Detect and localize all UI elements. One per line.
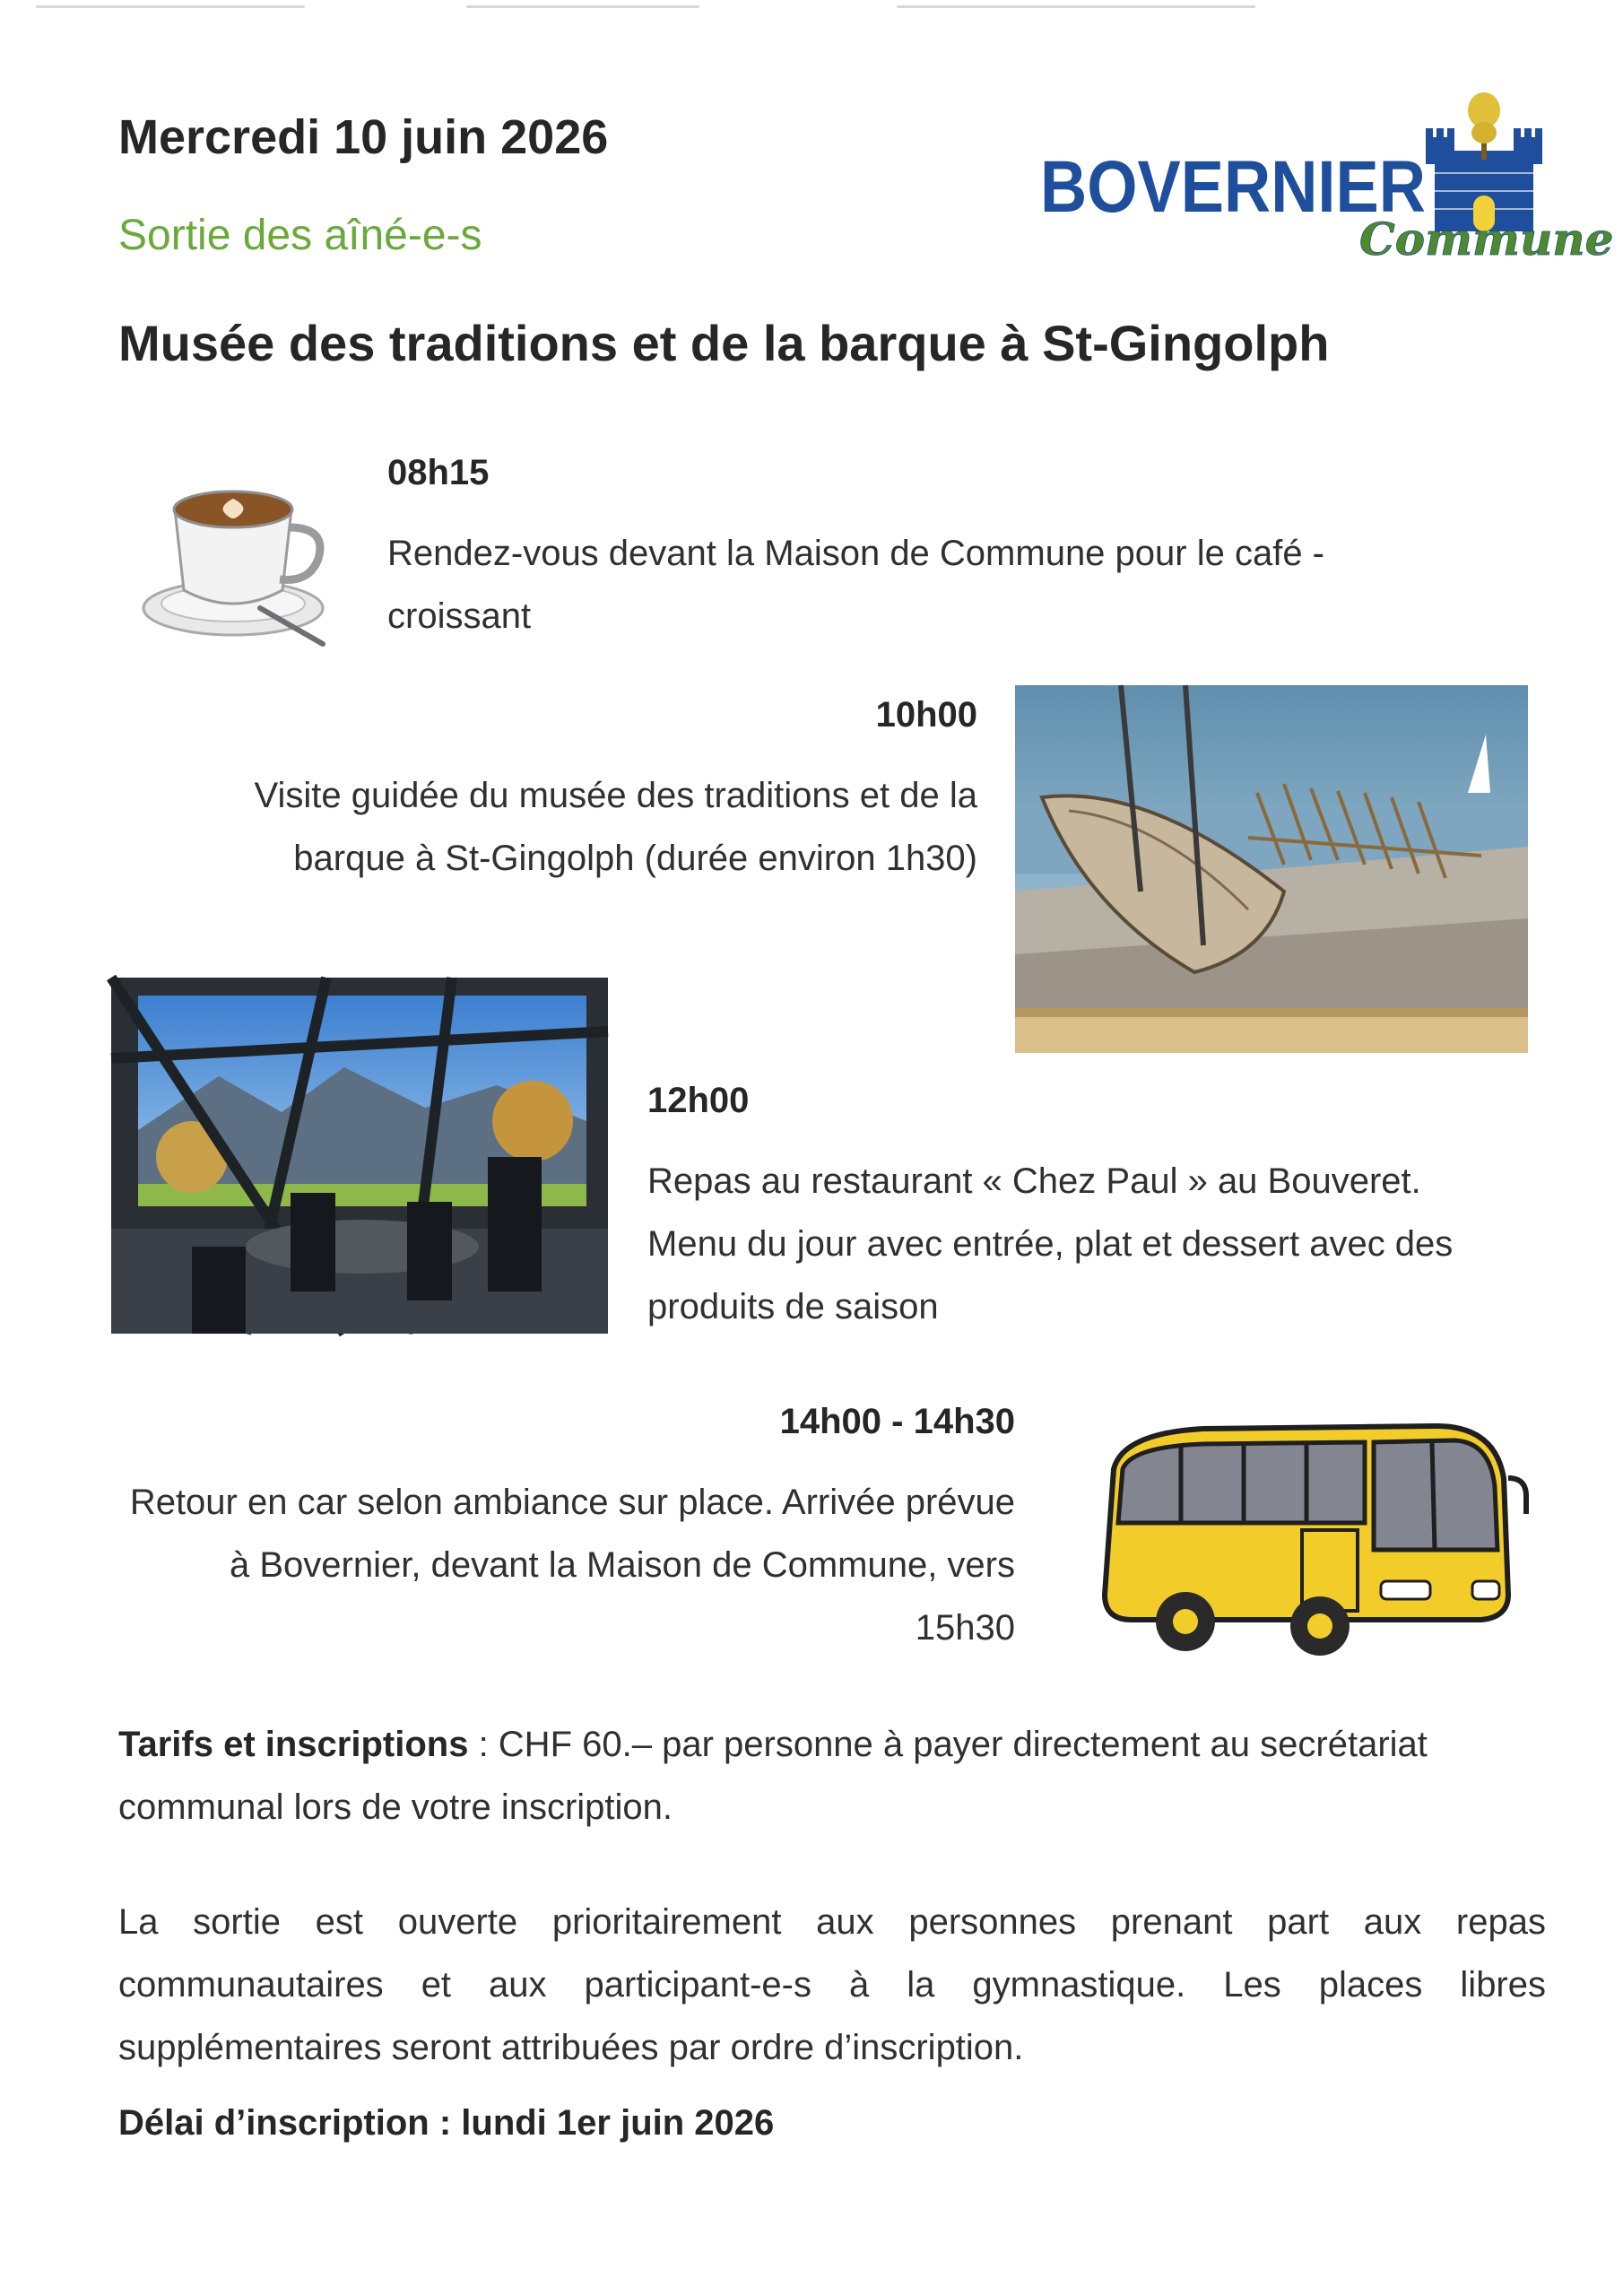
schedule-text-1200: Repas au restaurant « Chez Paul » au Bouveret. Menu du jour avec entrée, plat et dessert avec des produits de saison <box>647 1161 1454 1326</box>
tarifs-text: : CHF 60.– par personne à payer directement au secrétariat communal lors de votre inscription. <box>118 1725 1428 1827</box>
bus-icon <box>1096 1415 1535 1657</box>
restaurant-photo <box>111 978 608 1334</box>
schedule-time-1400: 14h00 - 14h30 <box>779 1402 1015 1441</box>
schedule-text-1000: Visite guidée du musée des traditions et de la barque à St-Gingolph (durée environ 1h30) <box>254 776 977 878</box>
scan-artifact <box>897 5 1255 8</box>
logo-tagline: Commune <box>1359 213 1614 265</box>
tarifs-label: Tarifs et inscriptions <box>118 1725 469 1764</box>
schedule-text-1400: Retour en car selon ambiance sur place. Arrivée prévue à Bovernier, devant la Maison de Commune, vers 15h30 <box>129 1483 1015 1648</box>
schedule-time-0815: 08h15 <box>387 453 490 492</box>
schedule-time-1000: 10h00 <box>875 695 977 735</box>
coffee-cup-icon <box>126 465 341 644</box>
scan-artifact <box>466 5 699 8</box>
castle-icon <box>1426 92 1542 231</box>
scan-artifact <box>36 5 305 8</box>
logo-wordmark: BOVERNIER <box>1040 146 1426 228</box>
event-date: Mercredi 10 juin 2026 <box>118 110 609 164</box>
schedule-time-1200: 12h00 <box>647 1081 750 1120</box>
deadline-text: Délai d’inscription : lundi 1er juin 2026 <box>118 2103 775 2143</box>
museum-boat-photo <box>1015 685 1528 1053</box>
commune-logo <box>1040 88 1614 267</box>
tarifs-paragraph <box>118 1713 1546 1839</box>
event-subtitle: Sortie des aîné-e-s <box>118 212 482 259</box>
schedule-text-0815: Rendez-vous devant la Maison de Commune pour le café - croissant <box>387 534 1324 636</box>
event-title: Musée des traditions et de la barque à St-Gingolph <box>118 315 1330 371</box>
info-paragraph: La sortie est ouverte prioritairement aux personnes prenant part aux repas communautaires et aux participant-e-s à la gymnastique. Les places libres supplémentaires seront attribuées par ordre d’inscription. <box>118 1902 1546 2067</box>
